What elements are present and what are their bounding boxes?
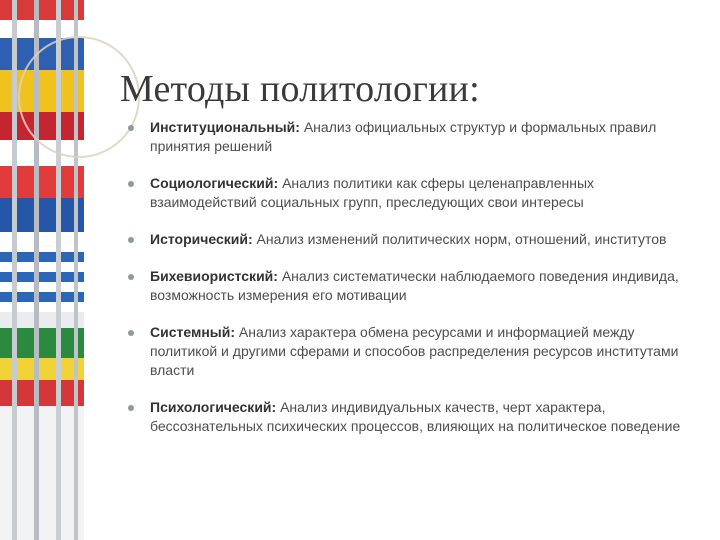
bullet-dot-icon [128,405,134,411]
flags-image [0,0,84,540]
bullet-dot-icon [128,181,134,187]
bullet-term: Исторический: [150,231,253,247]
bullet-description: Анализ изменений политических норм, отношений, институтов [252,231,667,247]
bullet-item-psychological [120,398,686,436]
bullet-description: Анализ официальных структур и формальных правил принятия решений [150,119,657,154]
bullet-item-behaviorist [120,267,686,305]
bullet-description: Анализ политики как сферы целенаправленных взаимодействий социальных групп, преследующих свои интересы [150,175,595,210]
bullet-item-institutional [120,118,686,156]
bullet-term: Институциональный: [150,119,300,135]
flags-decoration [0,0,84,540]
bullet-term: Психологический: [150,399,277,415]
bullet-description: Анализ характера обмена ресурсами и информацией между политикой и другими сферами и способов распределения ресурсов институтами власти [150,324,679,378]
bullet-description: Анализ систематически наблюдаемого поведения индивида, возможность измерения его мотивации [150,268,679,303]
bullet-dot-icon [128,125,134,131]
bullet-dot-icon [128,330,134,336]
bullet-item-sociological [120,174,686,212]
bullet-description: Анализ индивидуальных качеств, черт характера, бессознательных психических процессов, влияющих на политическое поведение [150,399,681,434]
bullet-dot-icon [128,237,134,243]
bullet-item-systemic [120,323,686,380]
bullet-term: Социологический: [150,175,279,191]
bullet-dot-icon [128,274,134,280]
bullet-list [120,118,686,454]
bullet-term: Системный: [150,324,235,340]
bullet-term: Бихевиористский: [150,268,278,284]
bullet-item-historical [120,230,686,249]
slide-title: Методы политологии: [120,68,480,111]
